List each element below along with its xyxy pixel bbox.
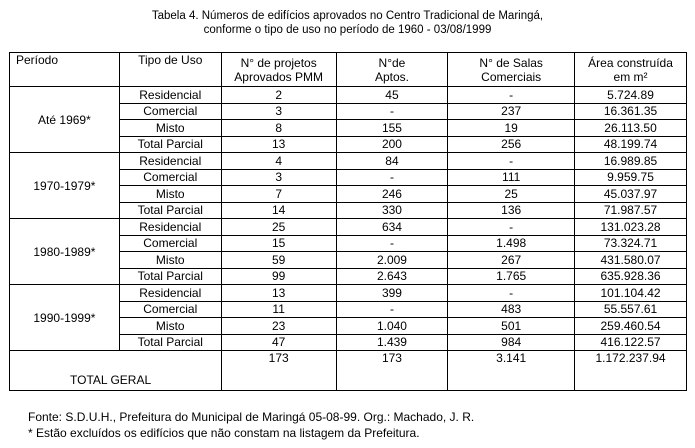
header-salas: N° de Salas Comerciais [448, 53, 575, 87]
total-salas: 3.141 [448, 351, 575, 391]
projetos-cell: 7 [221, 186, 336, 203]
aptos-cell: 330 [336, 202, 448, 219]
salas-cell: 237 [448, 103, 575, 120]
projetos-cell: 14 [221, 202, 336, 219]
salas-cell: - [448, 87, 575, 104]
aptos-cell: - [336, 103, 448, 120]
aptos-cell: 399 [336, 285, 448, 302]
total-projetos: 173 [221, 351, 336, 391]
projetos-cell: 8 [221, 120, 336, 137]
projetos-cell: 23 [221, 318, 336, 335]
area-cell: 55.557.61 [575, 301, 687, 318]
salas-cell: - [448, 285, 575, 302]
total-geral-row [10, 351, 687, 391]
tipo-cell: Comercial [119, 169, 221, 186]
area-cell: 259.460.54 [575, 318, 687, 335]
aptos-cell: - [336, 169, 448, 186]
header-periodo: Período [10, 53, 120, 87]
footer-source: Fonte: S.D.U.H., Prefeitura do Municipal de Maringá 05-08-99. Org.: Machado, J. R. [28, 410, 475, 424]
header-aptos: N°de Aptos. [336, 53, 448, 87]
salas-cell: 501 [448, 318, 575, 335]
projetos-cell: 13 [221, 136, 336, 153]
salas-cell: 25 [448, 186, 575, 203]
projetos-cell: 3 [221, 169, 336, 186]
caption-line-1: Tabela 4. Números de edifícios aprovados no Centro Tradicional de Maringá, [151, 10, 544, 22]
salas-cell: 1.498 [448, 235, 575, 252]
projetos-cell: 11 [221, 301, 336, 318]
salas-cell: 19 [448, 120, 575, 137]
tipo-cell: Residencial [119, 219, 221, 236]
tipo-cell: Residencial [119, 87, 221, 104]
table-row [10, 87, 687, 104]
aptos-cell: 84 [336, 153, 448, 170]
salas-cell: 984 [448, 334, 575, 351]
total-geral-label: TOTAL GERAL [10, 351, 222, 391]
period-cell: Até 1969* [10, 87, 120, 153]
table-row [10, 153, 687, 170]
period-cell: 1980-1989* [10, 219, 120, 285]
area-cell: 71.987.57 [575, 202, 687, 219]
period-cell: 1970-1979* [10, 153, 120, 219]
tipo-cell: Misto [119, 186, 221, 203]
salas-cell: 483 [448, 301, 575, 318]
salas-cell: - [448, 153, 575, 170]
tipo-cell: Comercial [119, 301, 221, 318]
tipo-cell: Total Parcial [119, 268, 221, 285]
area-cell: 73.324.71 [575, 235, 687, 252]
salas-cell: 111 [448, 169, 575, 186]
aptos-cell: - [336, 301, 448, 318]
projetos-cell: 47 [221, 334, 336, 351]
aptos-cell: 200 [336, 136, 448, 153]
aptos-cell: 634 [336, 219, 448, 236]
footer-note: * Estão excluídos os edifícios que não constam na listagem da Prefeitura. [28, 426, 420, 440]
salas-cell: 136 [448, 202, 575, 219]
area-cell: 45.037.97 [575, 186, 687, 203]
area-cell: 131.023.28 [575, 219, 687, 236]
tipo-cell: Total Parcial [119, 334, 221, 351]
header-row [10, 53, 687, 87]
salas-cell: 1.765 [448, 268, 575, 285]
tipo-cell: Misto [119, 120, 221, 137]
area-cell: 431.580.07 [575, 252, 687, 269]
buildings-table [9, 52, 687, 391]
total-area: 1.172.237.94 [575, 351, 687, 391]
table-row [10, 219, 687, 236]
area-cell: 16.361.35 [575, 103, 687, 120]
aptos-cell: 246 [336, 186, 448, 203]
aptos-cell: 155 [336, 120, 448, 137]
aptos-cell: 1.439 [336, 334, 448, 351]
period-cell: 1990-1999* [10, 285, 120, 351]
aptos-cell: - [336, 235, 448, 252]
projetos-cell: 2 [221, 87, 336, 104]
tipo-cell: Residencial [119, 153, 221, 170]
projetos-cell: 3 [221, 103, 336, 120]
table-caption [0, 9, 695, 37]
area-cell: 9.959.75 [575, 169, 687, 186]
tipo-cell: Misto [119, 252, 221, 269]
aptos-cell: 45 [336, 87, 448, 104]
header-tipo: Tipo de Uso [119, 53, 221, 87]
area-cell: 48.199.74 [575, 136, 687, 153]
header-projetos: N° de projetos Aprovados PMM [221, 53, 336, 87]
tipo-cell: Misto [119, 318, 221, 335]
area-cell: 5.724.89 [575, 87, 687, 104]
table-row [10, 285, 687, 302]
projetos-cell: 99 [221, 268, 336, 285]
area-cell: 416.122.57 [575, 334, 687, 351]
footer-notes [28, 409, 474, 441]
area-cell: 16.989.85 [575, 153, 687, 170]
projetos-cell: 13 [221, 285, 336, 302]
area-cell: 101.104.42 [575, 285, 687, 302]
salas-cell: 267 [448, 252, 575, 269]
aptos-cell: 2.643 [336, 268, 448, 285]
tipo-cell: Comercial [119, 235, 221, 252]
total-aptos: 173 [336, 351, 448, 391]
tipo-cell: Residencial [119, 285, 221, 302]
area-cell: 635.928.36 [575, 268, 687, 285]
caption-line-2: conforme o tipo de uso no período de 1960 - 03/08/1999 [203, 24, 492, 36]
projetos-cell: 59 [221, 252, 336, 269]
area-cell: 26.113.50 [575, 120, 687, 137]
projetos-cell: 4 [221, 153, 336, 170]
tipo-cell: Total Parcial [119, 202, 221, 219]
tipo-cell: Comercial [119, 103, 221, 120]
aptos-cell: 2.009 [336, 252, 448, 269]
projetos-cell: 25 [221, 219, 336, 236]
header-area: Área construída em m² [575, 53, 687, 87]
aptos-cell: 1.040 [336, 318, 448, 335]
tipo-cell: Total Parcial [119, 136, 221, 153]
salas-cell: 256 [448, 136, 575, 153]
projetos-cell: 15 [221, 235, 336, 252]
salas-cell: - [448, 219, 575, 236]
